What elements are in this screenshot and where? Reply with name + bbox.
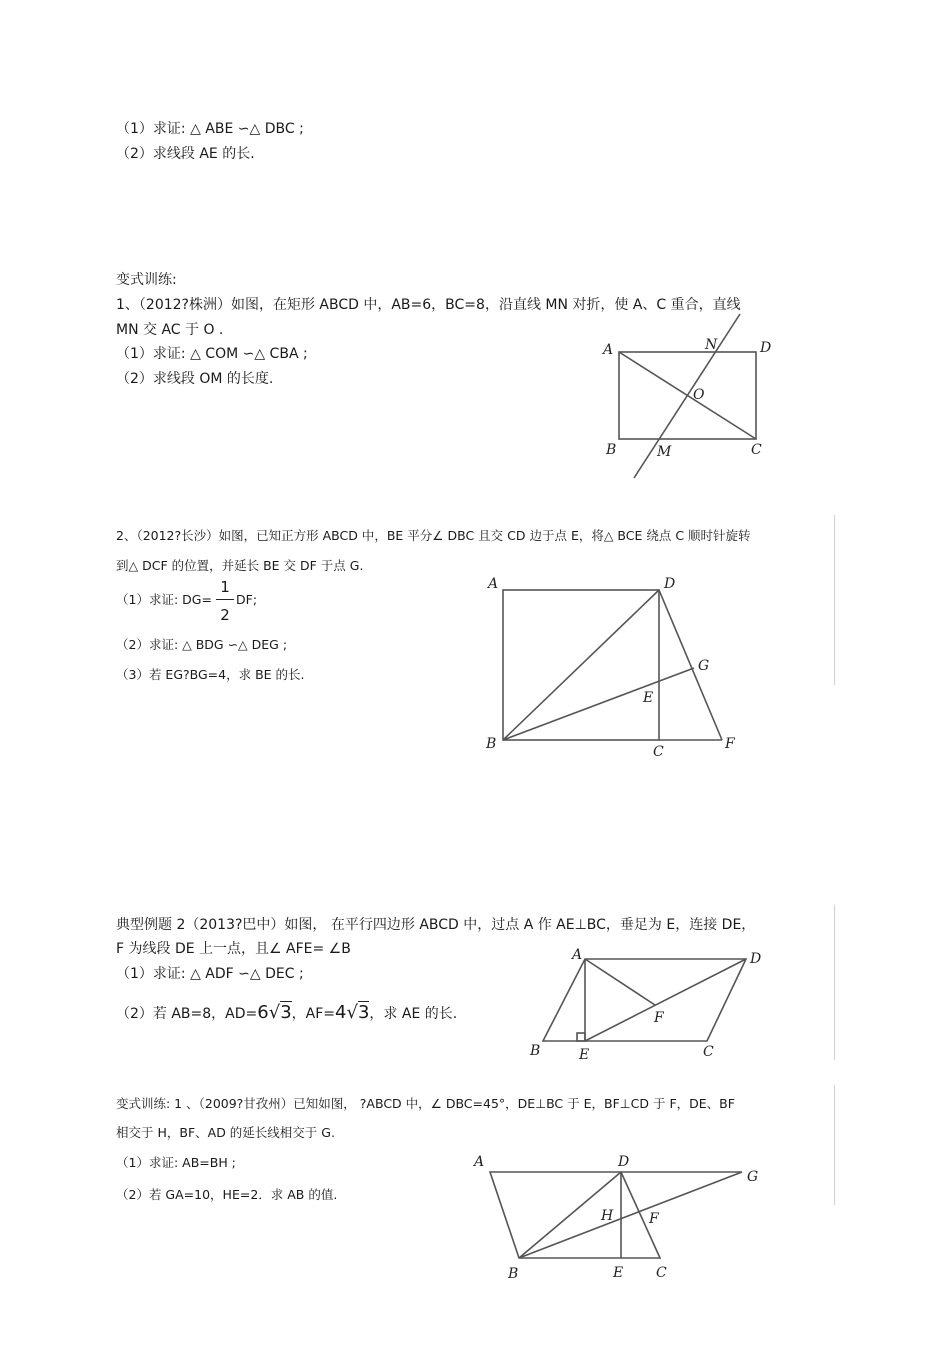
segment-bg (503, 668, 694, 740)
variant-1-question-1: （1）求证: △ COM ∽△ CBA ; (116, 346, 308, 362)
sqrt-icon: √ (346, 1002, 358, 1023)
variant-2-question-1-prefix: （1）求证: DG= (116, 592, 212, 607)
label-f: F (725, 736, 735, 752)
variant-2-question-1-suffix: DF; (236, 592, 258, 607)
segment-af (585, 959, 655, 1005)
label-d: D (760, 340, 772, 356)
label-b: B (530, 1043, 541, 1059)
top-question-2: （2）求线段 AE 的长. (116, 146, 255, 162)
example-2-line-2: F 为线段 DE 上一点，且∠ AFE= ∠B (116, 941, 351, 957)
top-question-1: （1）求证: △ ABE ∽△ DBC ; (116, 121, 304, 137)
label-n: N (705, 337, 718, 353)
label-c: C (653, 744, 664, 760)
label-a: A (572, 947, 583, 963)
example-2-line-1: 典型例题 2（2013?巴中）如图， 在平行四边形 ABCD 中，过点 A 作 AE⊥BC，垂足为 E，连接 DE， (116, 917, 756, 933)
variant-2-line-2: 到△ DCF 的位置，并延长 BE 交 DF 于点 G. (116, 558, 364, 573)
variant-1-heading: 变式训练: (116, 272, 177, 288)
label-d: D (750, 951, 762, 967)
right-angle-marker (577, 1033, 585, 1041)
label-b: B (508, 1266, 519, 1282)
label-e: E (579, 1047, 590, 1063)
example-2-question-2-suffix: ，求 AE 的长. (369, 1006, 458, 1022)
sqrt-icon: √ (268, 1002, 281, 1023)
variant-3-line-2: 相交于 H，BF、AD 的延长线相交于 G. (116, 1125, 335, 1140)
variant-1-line-1: 1、（2012?株洲）如图，在矩形 ABCD 中，AB=6，BC=8，沿直线 MN 对折，使 A、C 重合，直线 (116, 297, 741, 313)
variant-2-line-1: 2、（2012?长沙）如图，已知正方形 ABCD 中，BE 平分∠ DBC 且交 CD 边于点 E，将△ BCE 绕点 C 顺时针旋转 (116, 528, 751, 543)
label-d: D (618, 1154, 630, 1170)
label-c: C (751, 442, 762, 458)
label-a: A (488, 576, 499, 592)
segment-de (585, 959, 746, 1041)
label-a: A (474, 1154, 485, 1170)
variant-1-line-2: MN 交 AC 于 O . (116, 322, 224, 338)
label-c: C (656, 1265, 667, 1281)
label-h: H (601, 1208, 614, 1224)
fold-line-mn (634, 314, 740, 478)
example-2-question-2-mid: ，AF= (291, 1006, 336, 1022)
af-coefficient: 4 (335, 1002, 347, 1023)
figure-parallelogram-extended (472, 1154, 758, 1282)
label-f: F (649, 1211, 659, 1227)
example-2-question-1: （1）求证: △ ADF ∽△ DEC ; (116, 966, 304, 982)
label-m: M (657, 444, 672, 460)
label-b: B (486, 736, 497, 752)
label-o: O (693, 387, 705, 403)
segment-df (659, 590, 722, 740)
parallelogram-abcd (490, 1172, 660, 1258)
label-a: A (603, 342, 614, 358)
figure-square-rotation (485, 576, 736, 760)
label-g: G (698, 658, 710, 674)
af-radicand: 3 (357, 1002, 370, 1023)
label-g: G (747, 1169, 759, 1185)
variant-1-question-2: （2）求线段 OM 的长度. (116, 371, 274, 387)
ad-coefficient: 6 (257, 1002, 269, 1023)
fraction-denominator: 2 (220, 606, 230, 624)
variant-2-question-3: （3）若 EG?BG=4，求 BE 的长. (116, 667, 305, 682)
variant-3-question-2: （2）若 GA=10，HE=2．求 AB 的值. (116, 1187, 338, 1202)
label-e: E (613, 1265, 624, 1281)
ad-radicand: 3 (280, 1002, 292, 1023)
fraction-numerator: 1 (220, 578, 230, 596)
example-2-question-2-prefix: （2）若 AB=8，AD= (116, 1006, 258, 1022)
segment-bg (519, 1172, 742, 1258)
label-d: D (664, 576, 676, 592)
figure-rectangle-fold (601, 314, 771, 478)
label-f: F (654, 1010, 664, 1026)
variant-3-question-1: （1）求证: AB=BH ; (116, 1155, 236, 1170)
figure-parallelogram-altitude (529, 947, 761, 1063)
variant-3-line-1: 变式训练: 1 、（2009?甘孜州）已知如图， ?ABCD 中，∠ DBC=45°，DE⊥BC 于 E，BF⊥CD 于 F，DE、BF (116, 1096, 735, 1111)
label-e: E (643, 690, 654, 706)
label-b: B (606, 442, 617, 458)
label-c: C (703, 1044, 714, 1060)
variant-2-question-2: （2）求证: △ BDG ∽△ DEG ; (116, 637, 288, 652)
parallelogram-abcd (543, 959, 746, 1041)
diagonal-bd (503, 590, 659, 740)
